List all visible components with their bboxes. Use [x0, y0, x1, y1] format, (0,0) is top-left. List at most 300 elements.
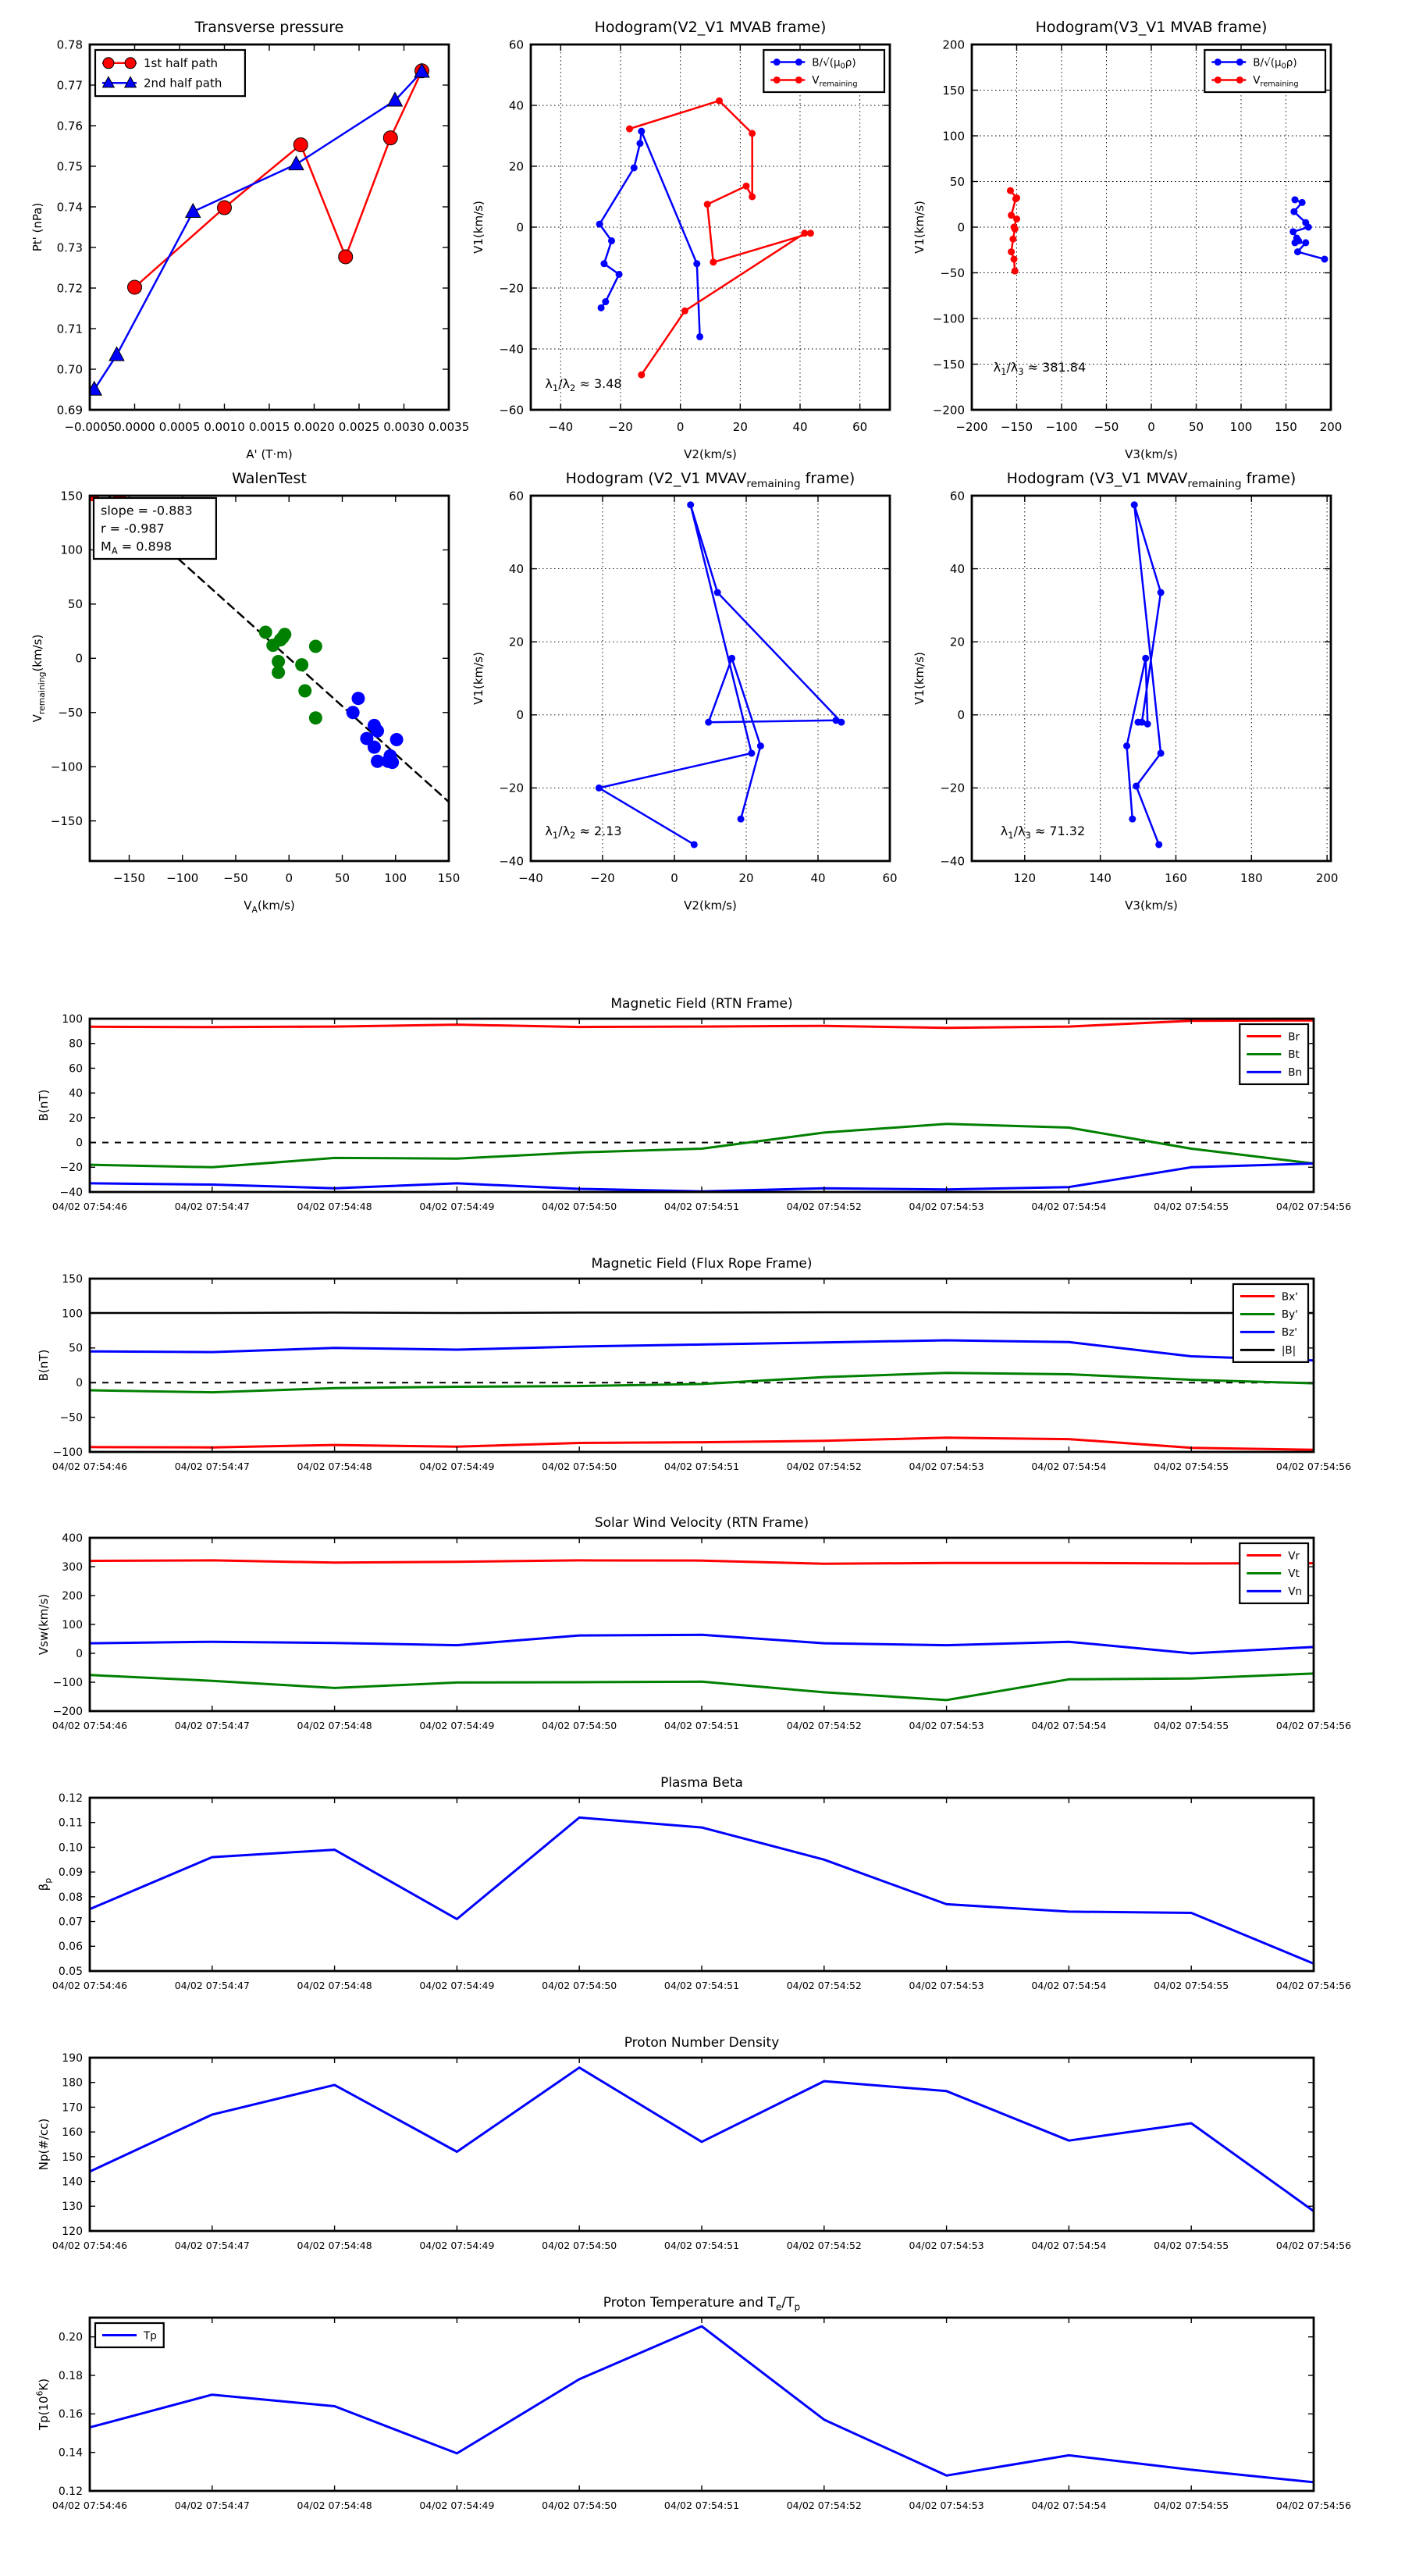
svg-text:0: 0: [957, 708, 965, 723]
svg-text:0.09: 0.09: [58, 1866, 83, 1880]
chart-b-rtn: [22, 980, 1383, 1240]
svg-text:04/02 07:54:48: 04/02 07:54:48: [297, 1980, 372, 1991]
svg-text:04/02 07:54:51: 04/02 07:54:51: [663, 1201, 740, 1212]
legend-label: Vn: [1288, 1585, 1303, 1599]
series-vremaining: [626, 98, 814, 379]
svg-text:04/02 07:54:52: 04/02 07:54:52: [786, 1201, 862, 1212]
svg-text:0.69: 0.69: [56, 403, 83, 418]
legend-label: $V_{remaining}$: [812, 74, 858, 89]
chart-proton-temp: [22, 2279, 1383, 2539]
svg-text:04/02 07:54:49: 04/02 07:54:49: [419, 1461, 495, 1472]
svg-text:−40: −40: [940, 854, 965, 869]
svg-text:50: 50: [67, 597, 83, 612]
chart-title: Hodogram (V2_V1 $MVAV_{remaining}$ frame): [565, 470, 855, 490]
svg-text:0.72: 0.72: [56, 281, 83, 296]
svg-text:04/02 07:54:56: 04/02 07:54:56: [1275, 2500, 1352, 2511]
legend-label: Vr: [1288, 1550, 1300, 1563]
svg-text:−100: −100: [932, 311, 965, 326]
svg-text:04/02 07:54:51: 04/02 07:54:51: [663, 1980, 740, 1991]
svg-text:−100: −100: [52, 1446, 83, 1459]
svg-text:04/02 07:54:48: 04/02 07:54:48: [297, 2240, 372, 2251]
chart-hodogram-v2v1-mvab: [461, 0, 948, 503]
svg-text:40: 40: [508, 561, 524, 576]
plot-area: [90, 1020, 1314, 1191]
axis-ticks: [90, 1019, 1314, 1192]
svg-text:200: 200: [62, 1589, 83, 1603]
svg-text:40: 40: [69, 1087, 83, 1101]
legend: [763, 50, 884, 92]
svg-text:190: 190: [62, 2051, 83, 2065]
svg-text:04/02 07:54:50: 04/02 07:54:50: [542, 1461, 617, 1472]
svg-text:0: 0: [957, 220, 965, 235]
svg-text:60: 60: [882, 871, 898, 885]
svg-text:04/02 07:54:56: 04/02 07:54:56: [1275, 1201, 1352, 1212]
y-axis-label: V1(km/s): [471, 201, 486, 254]
svg-text:−50: −50: [59, 1411, 83, 1425]
svg-text:−150: −150: [1000, 420, 1033, 434]
svg-text:04/02 07:54:47: 04/02 07:54:47: [174, 2240, 250, 2251]
svg-text:04/02 07:54:46: 04/02 07:54:46: [52, 1720, 128, 1731]
x-axis-label: $V_A(km/s)$: [244, 898, 295, 915]
svg-text:04/02 07:54:47: 04/02 07:54:47: [174, 1461, 250, 1472]
x-axis-label: V2(km/s): [684, 898, 737, 913]
svg-text:0: 0: [285, 871, 293, 885]
svg-text:04/02 07:54:56: 04/02 07:54:56: [1275, 2240, 1352, 2251]
svg-text:0.06: 0.06: [58, 1941, 83, 1954]
svg-text:180: 180: [62, 2076, 83, 2090]
svg-text:400: 400: [62, 1532, 83, 1545]
svg-text:04/02 07:54:46: 04/02 07:54:46: [52, 2240, 128, 2251]
y-axis-label: V1(km/s): [912, 652, 927, 705]
svg-text:50: 50: [334, 871, 350, 885]
axis-ticks: [90, 2058, 1314, 2231]
svg-text:−150: −150: [112, 871, 146, 885]
svg-text:04/02 07:54:54: 04/02 07:54:54: [1031, 2240, 1107, 2251]
svg-text:04/02 07:54:54: 04/02 07:54:54: [1031, 1720, 1107, 1731]
chart-title: Proton Number Density: [624, 2035, 780, 2051]
svg-text:150: 150: [437, 871, 461, 885]
svg-text:170: 170: [62, 2101, 83, 2115]
svg-text:−60: −60: [499, 403, 524, 418]
x-axis-label: A' (T·m): [246, 447, 293, 461]
svg-text:04/02 07:54:52: 04/02 07:54:52: [786, 2500, 862, 2511]
svg-text:80: 80: [69, 1037, 83, 1051]
svg-text:−20: −20: [59, 1162, 83, 1175]
svg-text:04/02 07:54:48: 04/02 07:54:48: [297, 1201, 372, 1212]
svg-text:150: 150: [1275, 420, 1297, 434]
svg-text:150: 150: [942, 83, 965, 98]
svg-text:−40: −40: [499, 854, 524, 869]
series-np: [90, 2068, 1314, 2211]
legend-label: Br: [1288, 1030, 1300, 1044]
svg-text:0.07: 0.07: [58, 1916, 83, 1929]
svg-text:100: 100: [62, 1618, 83, 1631]
legend-label: Bt: [1288, 1048, 1300, 1062]
svg-text:04/02 07:54:56: 04/02 07:54:56: [1275, 1980, 1352, 1991]
x-axis-label: V3(km/s): [1125, 447, 1178, 461]
annotation: $\lambda_1/\lambda_2 \approx 3.48$: [545, 375, 622, 393]
svg-text:04/02 07:54:49: 04/02 07:54:49: [419, 1201, 495, 1212]
svg-text:40: 40: [792, 420, 808, 434]
svg-text:−50: −50: [223, 871, 248, 885]
info-box: [94, 498, 216, 559]
svg-text:20: 20: [508, 635, 524, 649]
svg-text:−50: −50: [58, 705, 83, 720]
svg-text:−20: −20: [590, 871, 615, 885]
plot-area: [90, 1560, 1314, 1700]
chart-title: Magnetic Field (RTN Frame): [610, 996, 793, 1012]
svg-text:−40: −40: [59, 1186, 83, 1199]
chart-walen-test: [20, 451, 507, 955]
axes-frame: [90, 2058, 1314, 2231]
svg-text:04/02 07:54:48: 04/02 07:54:48: [297, 2500, 372, 2511]
svg-text:04/02 07:54:46: 04/02 07:54:46: [52, 1980, 128, 1991]
svg-text:60: 60: [949, 489, 965, 503]
svg-text:04/02 07:54:53: 04/02 07:54:53: [909, 1720, 984, 1731]
svg-text:130: 130: [62, 2201, 83, 2214]
svg-text:0.11: 0.11: [58, 1816, 83, 1830]
svg-text:04/02 07:54:47: 04/02 07:54:47: [174, 2500, 250, 2511]
svg-text:04/02 07:54:46: 04/02 07:54:46: [52, 2500, 128, 2511]
svg-text:0.0000: 0.0000: [114, 420, 155, 434]
y-axis-label: $V_{remaining}(km/s)$: [30, 634, 47, 723]
y-axis-label: V1(km/s): [912, 201, 927, 254]
svg-text:−20: −20: [499, 281, 524, 296]
svg-text:0.76: 0.76: [56, 119, 83, 133]
annotation: $\lambda_1/\lambda_2 \approx 2.13$: [545, 824, 622, 841]
svg-text:0.0025: 0.0025: [338, 420, 380, 434]
y-axis-label: $\beta_p$: [37, 1877, 53, 1891]
series-vremaining: [596, 501, 845, 848]
series-bt: [90, 1124, 1314, 1168]
y-axis-label: $Tp(10^6K)$: [34, 2378, 51, 2431]
svg-text:0.74: 0.74: [56, 200, 83, 215]
series-second-half: [347, 692, 404, 769]
svg-text:0.12: 0.12: [58, 1791, 83, 1805]
axis-ticks: [90, 1798, 1314, 1971]
svg-text:100: 100: [62, 1308, 83, 1321]
svg-text:04/02 07:54:51: 04/02 07:54:51: [663, 1720, 740, 1731]
series-beta-p: [90, 1817, 1314, 1963]
svg-text:−200: −200: [955, 420, 988, 434]
svg-text:−50: −50: [940, 265, 965, 280]
chart-title: Solar Wind Velocity (RTN Frame): [594, 1515, 809, 1531]
chart-title: Magnetic Field (Flux Rope Frame): [591, 1256, 813, 1272]
legend-label: Bx': [1281, 1290, 1298, 1304]
legend-label: 1st half path: [144, 56, 219, 71]
svg-text:04/02 07:54:46: 04/02 07:54:46: [52, 1201, 128, 1212]
svg-text:−150: −150: [932, 357, 965, 372]
svg-text:−50: −50: [1094, 420, 1119, 434]
chart-vsw-rtn: [22, 1499, 1383, 1759]
svg-text:−40: −40: [499, 342, 524, 357]
svg-text:0.12: 0.12: [58, 2485, 83, 2498]
svg-text:04/02 07:54:53: 04/02 07:54:53: [909, 2500, 984, 2511]
svg-text:200: 200: [1315, 871, 1339, 885]
y-axis-label: Vsw(km/s): [37, 1593, 51, 1656]
svg-text:20: 20: [508, 159, 524, 174]
svg-text:0: 0: [75, 651, 83, 666]
svg-text:40: 40: [508, 98, 524, 113]
plot-area: [596, 501, 845, 848]
svg-text:04/02 07:54:56: 04/02 07:54:56: [1275, 1461, 1352, 1472]
y-axis-label: Np(#/cc): [37, 2118, 51, 2171]
series-vt: [90, 1674, 1314, 1700]
series-vr: [90, 1560, 1314, 1564]
svg-text:50: 50: [1188, 420, 1204, 434]
plot-area: [1123, 501, 1165, 848]
legend: [95, 50, 245, 96]
grid: [531, 496, 890, 861]
svg-text:−200: −200: [932, 403, 965, 418]
svg-text:04/02 07:54:49: 04/02 07:54:49: [419, 2500, 495, 2511]
chart-b-fluxrope: [22, 1240, 1383, 1500]
chart-title: Proton Temperature and $T_e/T_p$: [603, 2295, 801, 2313]
svg-text:0.0005: 0.0005: [158, 420, 201, 434]
svg-text:0.08: 0.08: [58, 1891, 83, 1904]
svg-text:−40: −40: [518, 871, 543, 885]
plot-area: [90, 1312, 1314, 1450]
svg-text:0.0035: 0.0035: [428, 420, 470, 434]
legend-label: Vt: [1288, 1567, 1300, 1581]
svg-text:04/02 07:54:49: 04/02 07:54:49: [419, 1720, 495, 1731]
svg-text:04/02 07:54:52: 04/02 07:54:52: [786, 1461, 862, 1472]
axis-ticks: [972, 496, 1331, 861]
tick-labels: [57, 37, 470, 434]
legend: [1233, 1284, 1308, 1362]
svg-text:−20: −20: [940, 781, 965, 795]
legend-label: 2nd half path: [144, 76, 222, 91]
svg-text:300: 300: [62, 1560, 83, 1574]
svg-text:04/02 07:54:53: 04/02 07:54:53: [909, 2240, 984, 2251]
svg-text:50: 50: [949, 174, 965, 189]
svg-text:04/02 07:54:54: 04/02 07:54:54: [1031, 2500, 1107, 2511]
svg-text:0.0020: 0.0020: [293, 420, 335, 434]
svg-text:04/02 07:54:55: 04/02 07:54:55: [1154, 1461, 1229, 1472]
svg-text:04/02 07:54:51: 04/02 07:54:51: [663, 1461, 740, 1472]
plot-area: [596, 98, 814, 379]
svg-text:04/02 07:54:48: 04/02 07:54:48: [297, 1461, 372, 1472]
axes-frame: [90, 1019, 1314, 1192]
svg-text:r = -0.987: r = -0.987: [101, 521, 165, 536]
svg-text:0.0010: 0.0010: [204, 420, 245, 434]
chart-hodogram-v3v1-mvav: [902, 451, 1389, 955]
plot-area: [1007, 187, 1329, 275]
svg-text:100: 100: [1229, 420, 1253, 434]
svg-text:40: 40: [949, 561, 965, 576]
legend-label: $V_{remaining}$: [1253, 74, 1299, 89]
y-axis-label: V1(km/s): [471, 652, 486, 705]
svg-text:0.0030: 0.0030: [383, 420, 425, 434]
legend: [95, 2323, 164, 2347]
plot-area: [90, 2068, 1314, 2211]
svg-text:60: 60: [852, 420, 868, 434]
svg-text:04/02 07:54:54: 04/02 07:54:54: [1031, 1201, 1107, 1212]
tick-labels: [52, 2052, 1351, 2251]
svg-text:150: 150: [60, 489, 83, 503]
grid: [972, 496, 1331, 861]
svg-text:04/02 07:54:55: 04/02 07:54:55: [1154, 1720, 1229, 1731]
svg-text:−0.0005: −0.0005: [64, 420, 116, 434]
svg-text:150: 150: [62, 2151, 83, 2164]
legend-label: $B/√(\mu_0\rho)$: [812, 56, 856, 71]
svg-text:04/02 07:54:47: 04/02 07:54:47: [174, 1201, 250, 1212]
axes-frame: [972, 496, 1331, 861]
chart-hodogram-v3v1-mvab: [902, 0, 1389, 503]
svg-text:0.73: 0.73: [56, 240, 83, 255]
svg-text:140: 140: [62, 2176, 83, 2189]
svg-text:150: 150: [62, 1272, 83, 1286]
svg-text:slope = -0.883: slope = -0.883: [101, 503, 193, 518]
svg-text:50: 50: [69, 1342, 83, 1355]
svg-text:160: 160: [1165, 871, 1187, 885]
series-b-0-: [1289, 196, 1328, 262]
svg-text:04/02 07:54:55: 04/02 07:54:55: [1154, 1980, 1229, 1991]
legend: [1204, 50, 1325, 92]
svg-text:−150: −150: [50, 813, 83, 828]
svg-text:60: 60: [508, 489, 524, 503]
axis-ticks: [531, 496, 890, 861]
svg-text:40: 40: [810, 871, 826, 885]
svg-text:04/02 07:54:53: 04/02 07:54:53: [909, 1980, 984, 1991]
series-bz': [90, 1340, 1314, 1361]
legend-label: By': [1281, 1308, 1298, 1322]
svg-text:04/02 07:54:55: 04/02 07:54:55: [1154, 2240, 1229, 2251]
svg-text:04/02 07:54:54: 04/02 07:54:54: [1031, 1980, 1107, 1991]
chart-title: Hodogram(V2_V1 MVAB frame): [594, 19, 827, 36]
plot-area: [87, 63, 429, 395]
svg-text:100: 100: [60, 543, 83, 557]
svg-text:−100: −100: [52, 1676, 83, 1689]
svg-text:200: 200: [942, 37, 965, 52]
chart-title: Plasma Beta: [660, 1775, 743, 1791]
x-axis-label: V2(km/s): [684, 447, 737, 461]
chart-proton-density: [22, 2019, 1383, 2279]
svg-text:120: 120: [1013, 871, 1037, 885]
svg-text:20: 20: [949, 635, 965, 649]
svg-text:−100: −100: [50, 760, 83, 774]
series-vn: [90, 1635, 1314, 1653]
svg-text:100: 100: [384, 871, 407, 885]
svg-text:0: 0: [1147, 420, 1155, 434]
svg-text:0: 0: [76, 1377, 83, 1390]
series-2nd-half-path: [87, 63, 429, 395]
legend-label: Bn: [1288, 1066, 1303, 1080]
svg-text:0.77: 0.77: [56, 78, 83, 93]
grid: [972, 44, 1331, 410]
svg-text:160: 160: [62, 2126, 83, 2140]
svg-text:0: 0: [670, 871, 678, 885]
svg-text:100: 100: [62, 1012, 83, 1026]
svg-text:04/02 07:54:46: 04/02 07:54:46: [52, 1461, 128, 1472]
plot-area: [90, 2326, 1314, 2482]
chart-transverse-pressure: [20, 0, 507, 503]
y-axis-label: B(nT): [37, 1349, 51, 1382]
svg-text:0.16: 0.16: [58, 2408, 83, 2421]
legend-label: |B|: [1281, 1344, 1297, 1357]
svg-text:04/02 07:54:52: 04/02 07:54:52: [786, 1980, 862, 1991]
svg-text:04/02 07:54:49: 04/02 07:54:49: [419, 2240, 495, 2251]
axes-frame: [90, 2318, 1314, 2491]
svg-text:04/02 07:54:52: 04/02 07:54:52: [786, 1720, 862, 1731]
annotation: $\lambda_1/\lambda_3 \approx 381.84$: [993, 359, 1087, 377]
svg-text:04/02 07:54:54: 04/02 07:54:54: [1031, 1461, 1107, 1472]
svg-text:0.70: 0.70: [56, 362, 83, 377]
chart-hodogram-v2v1-mvav: [461, 451, 948, 955]
svg-text:04/02 07:54:51: 04/02 07:54:51: [663, 2500, 740, 2511]
svg-text:0.05: 0.05: [58, 1965, 83, 1978]
svg-text:0.10: 0.10: [58, 1841, 83, 1855]
series-vremaining: [1123, 501, 1165, 848]
svg-text:04/02 07:54:47: 04/02 07:54:47: [174, 1720, 250, 1731]
svg-text:0: 0: [76, 1137, 83, 1150]
svg-text:140: 140: [1089, 871, 1112, 885]
svg-text:−40: −40: [548, 420, 574, 434]
svg-text:20: 20: [732, 420, 748, 434]
svg-text:−100: −100: [166, 871, 199, 885]
svg-text:04/02 07:54:55: 04/02 07:54:55: [1154, 1201, 1229, 1212]
svg-text:04/02 07:54:48: 04/02 07:54:48: [297, 1720, 372, 1731]
legend-label: Tp: [144, 2329, 157, 2343]
chart-title: Transverse pressure: [194, 19, 344, 36]
svg-text:−200: −200: [52, 1705, 83, 1718]
series-|b|: [90, 1312, 1314, 1313]
svg-text:100: 100: [942, 129, 965, 144]
svg-text:0.75: 0.75: [56, 159, 83, 174]
svg-text:60: 60: [69, 1062, 83, 1076]
svg-text:20: 20: [69, 1112, 83, 1125]
svg-text:0: 0: [516, 220, 524, 235]
svg-text:0.0015: 0.0015: [248, 420, 290, 434]
chart-title: Hodogram(V3_V1 MVAB frame): [1035, 19, 1268, 36]
svg-text:0: 0: [76, 1647, 83, 1660]
svg-text:200: 200: [1319, 420, 1343, 434]
tick-labels: [52, 1013, 1351, 1212]
svg-text:04/02 07:54:50: 04/02 07:54:50: [542, 1980, 617, 1991]
chart-title: WalenTest: [232, 470, 307, 487]
axes-frame: [90, 1279, 1314, 1452]
svg-text:60: 60: [508, 37, 524, 52]
tick-labels: [52, 2332, 1351, 2511]
annotation: $\lambda_1/\lambda_3 \approx 71.32$: [1000, 824, 1086, 841]
svg-text:0: 0: [516, 708, 524, 723]
legend-label: Bz': [1281, 1326, 1297, 1340]
svg-text:04/02 07:54:50: 04/02 07:54:50: [542, 1720, 617, 1731]
svg-text:04/02 07:54:56: 04/02 07:54:56: [1275, 1720, 1352, 1731]
svg-text:04/02 07:54:51: 04/02 07:54:51: [663, 2240, 740, 2251]
svg-text:04/02 07:54:52: 04/02 07:54:52: [786, 2240, 862, 2251]
y-axis-label: Pt' (nPa): [30, 202, 44, 252]
legend-label: $B/√(\mu_0\rho)$: [1253, 56, 1297, 71]
series-1st-half-path: [128, 64, 429, 294]
axes-frame: [90, 1798, 1314, 1971]
chart-title: Hodogram (V3_V1 $MVAV_{remaining}$ frame): [1006, 470, 1297, 490]
axis-ticks: [90, 1279, 1314, 1452]
plot-area: [90, 1817, 1314, 1963]
svg-text:04/02 07:54:53: 04/02 07:54:53: [909, 1201, 984, 1212]
svg-text:04/02 07:54:47: 04/02 07:54:47: [174, 1980, 250, 1991]
svg-text:−20: −20: [608, 420, 633, 434]
svg-text:120: 120: [62, 2225, 83, 2238]
svg-text:0: 0: [676, 420, 685, 434]
legend: [1240, 1543, 1308, 1603]
svg-text:0.20: 0.20: [58, 2331, 83, 2344]
legend: [1240, 1024, 1308, 1084]
svg-text:04/02 07:54:55: 04/02 07:54:55: [1154, 2500, 1229, 2511]
svg-text:MA = 0.898: $M_A = 0.898$: [101, 539, 173, 557]
svg-text:04/02 07:54:50: 04/02 07:54:50: [542, 2500, 617, 2511]
svg-text:04/02 07:54:50: 04/02 07:54:50: [542, 1201, 617, 1212]
